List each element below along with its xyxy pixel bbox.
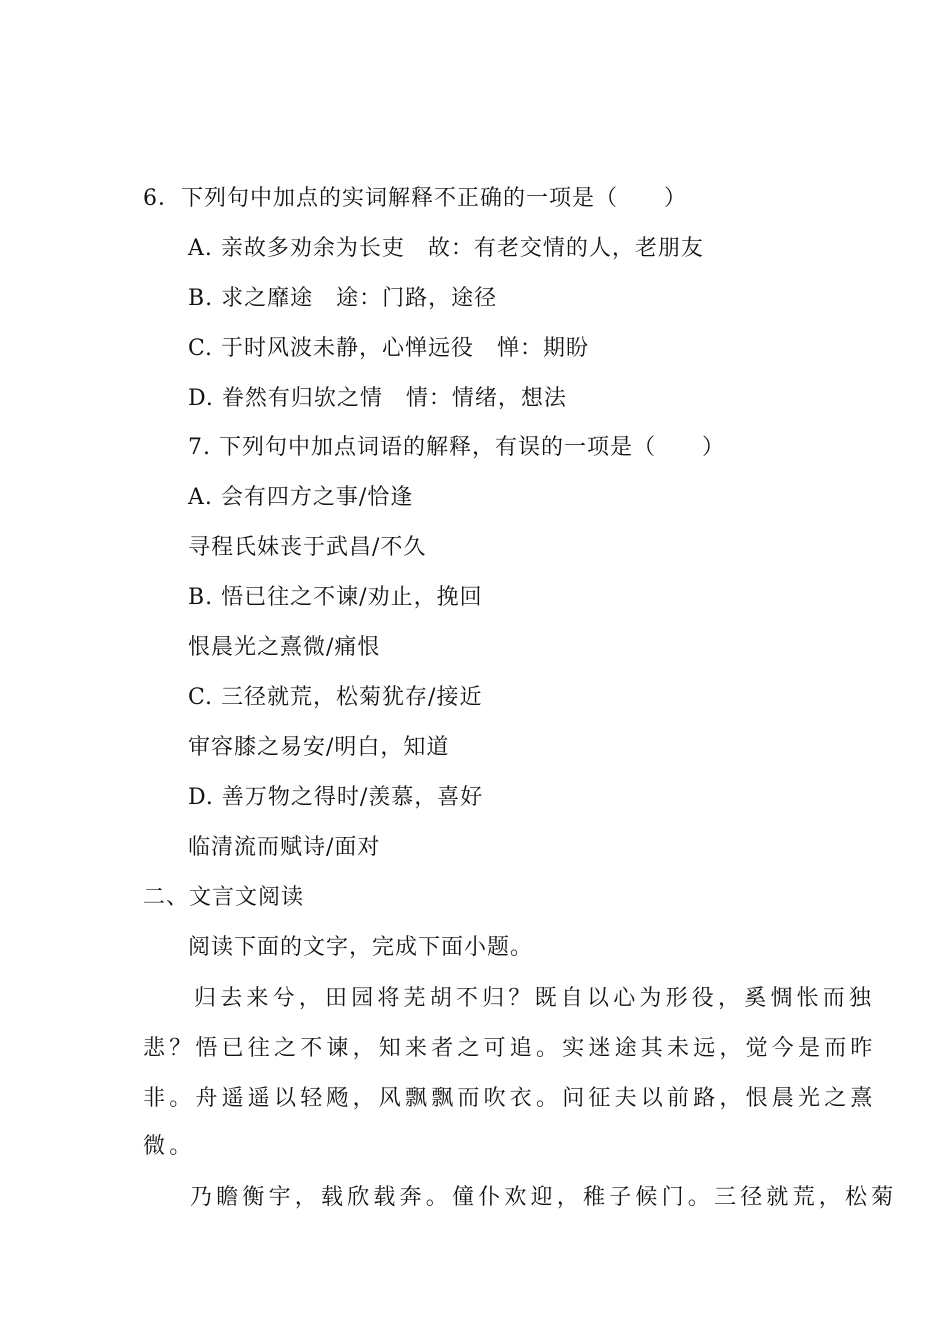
question-7-option-b-line1: B. 悟已往之不谏/劝止，挽回 [188, 585, 483, 610]
passage-line-2: 悲？悟已往之不谏，知来者之可追。实迷途其未远，觉今是而昨 [143, 1036, 877, 1061]
question-6-stem: 6．下列句中加点的实词解释不正确的一项是（ ） [143, 186, 687, 211]
section-instruction: 阅读下面的文字，完成下面小题。 [188, 935, 534, 960]
passage-line-3: 非。舟遥遥以轻飏，风飘飘而吹衣。问征夫以前路，恨晨光之熹 [143, 1086, 877, 1111]
question-7-option-c-line1: C. 三径就荒，松菊犹存/接近 [188, 685, 483, 710]
question-7-stem: 7. 下列句中加点词语的解释，有误的一项是（ ） [188, 435, 725, 460]
passage-line-1: 归去来兮，田园将芜胡不归？既自以心为形役，奚惆怅而独 [194, 986, 876, 1011]
passage-line-5: 乃瞻衡宇，载欣载奔。僮仆欢迎，稚子候门。三径就荒，松菊 [190, 1185, 898, 1210]
question-7-option-a-line2: 寻程氏妹丧于武昌/不久 [188, 535, 427, 560]
question-6-option-c: C. 于时风波未静，心惮远役 惮：期盼 [188, 336, 590, 361]
question-7-option-d-line1: D. 善万物之得时/羡慕，喜好 [188, 785, 484, 810]
question-6-option-d: D. 眷然有归欤之情 情：情绪，想法 [188, 386, 567, 411]
passage-line-4: 微。 [143, 1134, 196, 1159]
question-6-option-b: B. 求之靡途 途：门路，途径 [188, 286, 498, 311]
question-7-option-c-line2: 审容膝之易安/明白，知道 [188, 735, 450, 760]
section-title: 二、文言文阅读 [143, 885, 305, 910]
question-7-option-a-line1: A. 会有四方之事/恰逢 [188, 485, 414, 510]
question-7-option-d-line2: 临清流而赋诗/面对 [188, 835, 381, 860]
question-6-option-a: A. 亲故多劝余为长吏 故：有老交情的人，老朋友 [188, 236, 704, 261]
question-7-option-b-line2: 恨晨光之熹微/痛恨 [188, 635, 381, 660]
